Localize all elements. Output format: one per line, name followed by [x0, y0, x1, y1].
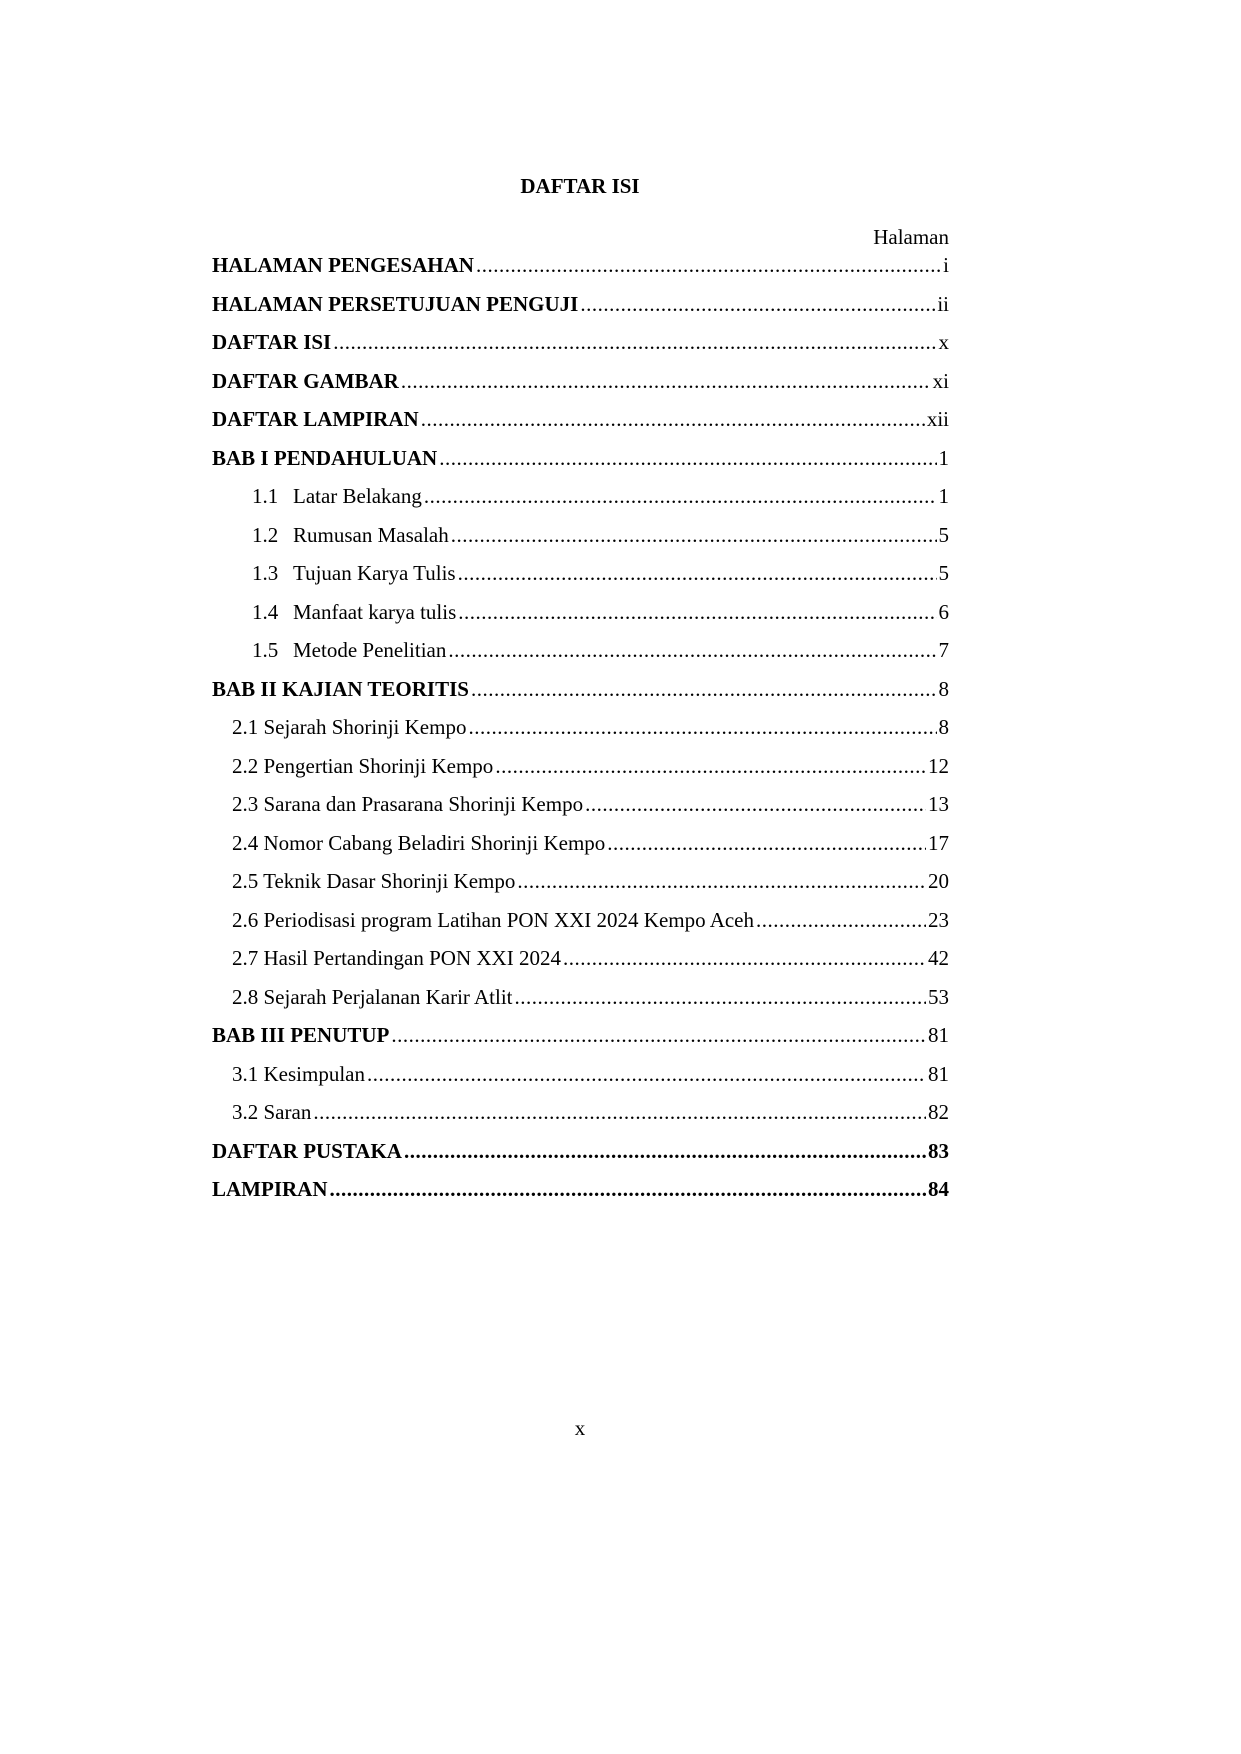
- toc-entry-label: Latar Belakang: [293, 484, 422, 508]
- toc-entry: [212, 327, 949, 366]
- toc-entry: [212, 1174, 949, 1213]
- toc-dot-leader: [401, 366, 931, 396]
- toc-entry: [212, 1020, 949, 1059]
- toc-entry: [212, 982, 949, 1021]
- toc-entry-page: 83: [928, 1138, 949, 1163]
- toc-entry-page: 17: [928, 830, 949, 855]
- toc-entry-page: 42: [928, 946, 949, 970]
- toc-entry-number: 1.5: [252, 638, 279, 662]
- toc-entry-page: ii: [937, 291, 949, 316]
- toc-entry: [212, 1097, 949, 1136]
- toc-entry-label: HALAMAN PENGESAHAN: [212, 253, 474, 277]
- toc-dot-leader: [404, 1136, 926, 1166]
- toc-entry: [212, 866, 949, 905]
- toc-entry-label: DAFTAR GAMBAR: [212, 368, 399, 393]
- toc-entry-page: 8: [938, 676, 949, 701]
- toc-entry-label: Tujuan Karya Tulis: [293, 561, 456, 585]
- toc-dot-leader: [515, 982, 927, 1012]
- toc-entry-page: 53: [928, 984, 949, 1009]
- toc-dot-leader: [367, 1059, 926, 1089]
- toc-entry-page: 20: [928, 869, 949, 893]
- page-title: DAFTAR ISI: [520, 174, 640, 198]
- toc-entry: [212, 674, 949, 713]
- toc-entry-label: DAFTAR PUSTAKA: [212, 1138, 402, 1163]
- toc-dot-leader: [333, 327, 936, 357]
- toc-entry-page: 81: [928, 1061, 949, 1086]
- toc-dot-leader: [585, 789, 926, 819]
- toc-entry-label: Metode Penelitian: [293, 638, 447, 662]
- toc-entry-label: DAFTAR LAMPIRAN: [212, 407, 419, 431]
- toc-entry-page: 8: [938, 715, 949, 739]
- toc-dot-leader: [391, 1020, 926, 1050]
- toc-entry-label: DAFTAR ISI: [212, 330, 332, 354]
- toc-dot-leader: [580, 289, 935, 319]
- toc-entry: [212, 250, 949, 289]
- toc-dot-leader: [448, 635, 936, 665]
- toc-entry: [212, 520, 949, 559]
- toc-entry-page: 1: [938, 484, 949, 508]
- toc-dot-leader: [563, 943, 926, 973]
- toc-entry: [212, 712, 949, 751]
- toc-dot-leader: [424, 481, 937, 511]
- toc-entry-label: 2.1 Sejarah Shorinji Kempo: [232, 715, 467, 739]
- toc-dot-leader: [607, 828, 926, 858]
- toc-dot-leader: [439, 443, 936, 473]
- footer-page-number: x: [574, 1416, 586, 1440]
- toc-entry-page: xi: [932, 368, 949, 393]
- toc-entry-label: 3.2 Saran: [232, 1100, 312, 1124]
- toc-entry: [212, 635, 949, 674]
- toc-dot-leader: [458, 558, 937, 588]
- toc-entry: [212, 404, 949, 443]
- toc-entry-page: 13: [928, 792, 949, 816]
- toc-dot-leader: [476, 250, 941, 280]
- toc-entry-page: 1: [938, 445, 949, 470]
- toc-entry: [212, 481, 949, 520]
- toc-entry-page: 7: [938, 638, 949, 662]
- page-column-label: Halaman: [873, 225, 949, 249]
- toc-dot-leader: [471, 674, 937, 704]
- table-of-contents: [212, 250, 949, 1213]
- toc-entry-number: 1.4: [252, 599, 279, 624]
- toc-entry-label: 2.4 Nomor Cabang Beladiri Shorinji Kempo: [232, 830, 606, 855]
- toc-entry-label: 2.5 Teknik Dasar Shorinji Kempo: [232, 869, 516, 893]
- toc-entry-label: Manfaat karya tulis: [293, 599, 457, 624]
- toc-entry-label: Rumusan Masalah: [293, 522, 449, 547]
- toc-entry-label: 2.2 Pengertian Shorinji Kempo: [232, 753, 494, 778]
- toc-dot-leader: [756, 905, 926, 935]
- toc-entry-label: 2.7 Hasil Pertandingan PON XXI 2024: [232, 946, 561, 970]
- toc-entry-number: 1.2: [252, 522, 279, 547]
- toc-entry-label: LAMPIRAN: [212, 1177, 328, 1201]
- toc-entry-label: 2.8 Sejarah Perjalanan Karir Atlit: [232, 984, 513, 1009]
- toc-entry: [212, 828, 949, 867]
- toc-entry-label: 2.6 Periodisasi program Latihan PON XXI 2024 Kempo Aceh: [232, 907, 754, 932]
- toc-entry-number: 1.3: [252, 561, 279, 585]
- toc-entry-label: 2.3 Sarana dan Prasarana Shorinji Kempo: [232, 792, 584, 816]
- toc-dot-leader: [451, 520, 937, 550]
- toc-entry: [212, 943, 949, 982]
- toc-entry-page: 6: [938, 599, 949, 624]
- toc-entry: [212, 789, 949, 828]
- toc-dot-leader: [330, 1174, 927, 1204]
- toc-entry-page: 5: [938, 522, 949, 547]
- toc-entry-page: 82: [928, 1100, 949, 1124]
- toc-entry-label: BAB III PENUTUP: [212, 1023, 390, 1047]
- toc-entry-label: 3.1 Kesimpulan: [232, 1061, 365, 1086]
- toc-entry-page: i: [943, 253, 949, 277]
- toc-entry: [212, 289, 949, 328]
- toc-entry: [212, 443, 949, 482]
- toc-entry-page: xii: [926, 407, 949, 431]
- toc-entry-page: 81: [928, 1023, 949, 1047]
- toc-entry: [212, 905, 949, 944]
- toc-entry: [212, 1059, 949, 1098]
- toc-dot-leader: [495, 751, 926, 781]
- toc-entry: [212, 366, 949, 405]
- toc-entry-page: 5: [938, 561, 949, 585]
- toc-dot-leader: [458, 597, 936, 627]
- toc-entry-page: 23: [928, 907, 949, 932]
- toc-entry: [212, 597, 949, 636]
- toc-entry-number: 1.1: [252, 484, 279, 508]
- toc-entry-label: BAB I PENDAHULUAN: [212, 445, 438, 470]
- toc-entry-label: HALAMAN PERSETUJUAN PENGUJI: [212, 291, 579, 316]
- toc-entry-label: BAB II KAJIAN TEORITIS: [212, 676, 469, 701]
- toc-entry: [212, 751, 949, 790]
- toc-entry: [212, 558, 949, 597]
- toc-dot-leader: [421, 404, 925, 434]
- toc-dot-leader: [468, 712, 936, 742]
- toc-entry: [212, 1136, 949, 1175]
- toc-entry-page: 84: [928, 1177, 949, 1201]
- toc-dot-leader: [517, 866, 926, 896]
- toc-dot-leader: [313, 1097, 926, 1127]
- toc-entry-page: 12: [928, 753, 949, 778]
- toc-entry-page: x: [938, 330, 949, 354]
